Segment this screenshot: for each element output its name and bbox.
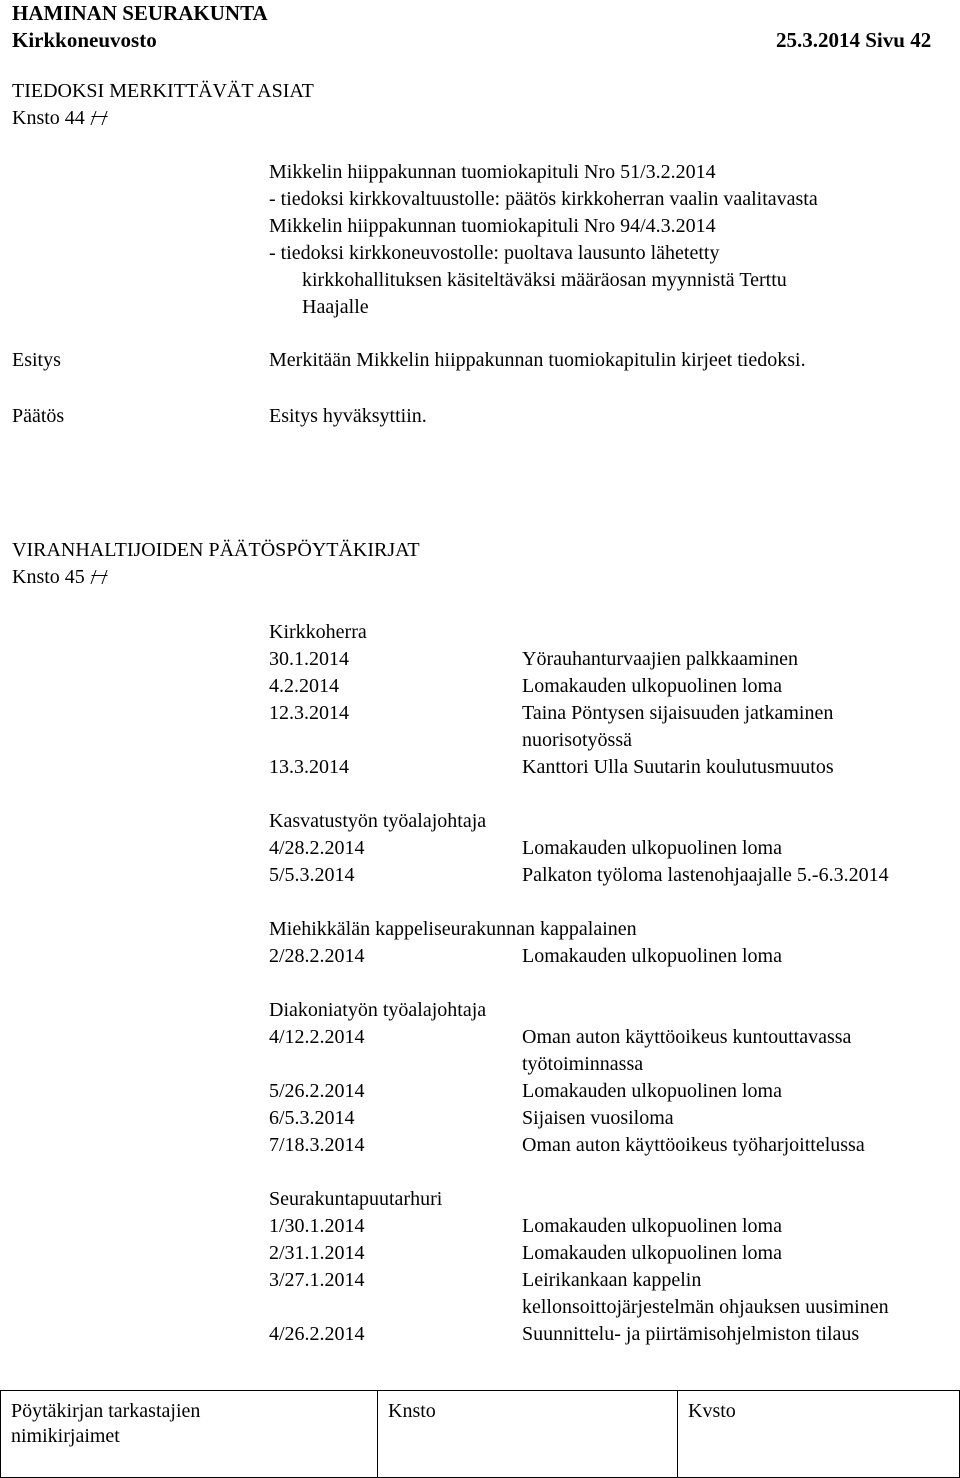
esitys-text: Merkitään Mikkelin hiippakunnan tuomiokapitulin kirjeet tiedoksi. (269, 349, 806, 371)
doc-line-2: - tiedoksi kirkkovaltuustolle: päätös kirkkoherran vaalin vaalitavasta (269, 188, 818, 210)
decision-title: Kanttori Ulla Suutarin koulutusmuutos (522, 756, 834, 778)
doc-line-4: - tiedoksi kirkkoneuvostolle: puoltava lausunto lähetetty (269, 242, 720, 264)
decision-date: 7/18.3.2014 (269, 1134, 365, 1156)
section-title-viranhaltijat: VIRANHALTIJOIDEN PÄÄTÖSPÖYTÄKIRJAT (12, 539, 420, 561)
decision-title: Lomakauden ulkopuolinen loma (522, 1242, 782, 1264)
group-heading: Diakoniatyön työalajohtaja (269, 999, 487, 1021)
decision-title: Sijaisen vuosiloma (522, 1107, 674, 1129)
paatos-text: Esitys hyväksyttiin. (269, 405, 427, 427)
decision-date: 12.3.2014 (269, 702, 349, 724)
decision-title-cont: työtoiminnassa (522, 1053, 644, 1075)
footer-label: Knsto (388, 1400, 436, 1422)
decision-title: Palkaton työloma lastenohjaajalle 5.-6.3.2014 (522, 864, 889, 886)
decision-date: 4.2.2014 (269, 675, 339, 697)
knsto-number-45: Knsto 45 (12, 564, 105, 591)
decision-date: 4/28.2.2014 (269, 837, 365, 859)
decision-date: 5/5.3.2014 (269, 864, 355, 886)
decision-title: Lomakauden ulkopuolinen loma (522, 945, 782, 967)
group-heading: Kirkkoherra (269, 621, 367, 643)
decision-date: 5/26.2.2014 (269, 1080, 365, 1102)
doc-line-6: Haajalle (302, 296, 369, 318)
decision-date: 13.3.2014 (269, 756, 349, 778)
decision-title-cont: kellonsoittojärjestelmän ohjauksen uusiminen (522, 1296, 889, 1318)
footer-cell-knsto (377, 1390, 678, 1478)
doc-line-1: Mikkelin hiippakunnan tuomiokapituli Nro 51/3.2.2014 (269, 161, 716, 183)
decision-date: 3/27.1.2014 (269, 1269, 365, 1291)
decision-title: Yörauhanturvaajien palkkaaminen (522, 648, 798, 670)
decision-date: 2/31.1.2014 (269, 1242, 365, 1264)
group-heading: Seurakuntapuutarhuri (269, 1188, 443, 1210)
decision-date: 2/28.2.2014 (269, 945, 365, 967)
doc-line-3: Mikkelin hiippakunnan tuomiokapituli Nro 94/4.3.2014 (269, 215, 716, 237)
footer-signature-box (0, 1390, 960, 1478)
date-page: 25.3.2014 Sivu 42 (776, 28, 932, 52)
section-mark-icon (90, 111, 107, 125)
meeting-body: Kirkkoneuvosto (12, 28, 157, 52)
decision-date: 4/26.2.2014 (269, 1323, 365, 1345)
section-mark-icon (90, 570, 107, 584)
group-heading: Miehikkälän kappeliseurakunnan kappalainen (269, 918, 637, 940)
footer-label: Pöytäkirjan tarkastajien (11, 1400, 201, 1422)
decision-title: Lomakauden ulkopuolinen loma (522, 1215, 782, 1237)
doc-line-5: kirkkohallituksen käsiteltäväksi määräosan myynnistä Terttu (302, 269, 787, 291)
footer-label: Kvsto (688, 1400, 736, 1422)
footer-label: nimikirjaimet (11, 1425, 120, 1447)
decision-date: 30.1.2014 (269, 648, 349, 670)
decision-title: Taina Pöntysen sijaisuuden jatkaminen (522, 702, 834, 724)
decision-title: Suunnittelu- ja piirtämisohjelmiston tilaus (522, 1323, 860, 1345)
decision-title: Lomakauden ulkopuolinen loma (522, 1080, 782, 1102)
footer-cell-kvsto (677, 1390, 960, 1478)
decision-date: 6/5.3.2014 (269, 1107, 355, 1129)
footer-cell-tarkastajat (0, 1390, 378, 1478)
knsto-number-44: Knsto 44 (12, 105, 105, 132)
decision-title: Leirikankaan kappelin (522, 1269, 702, 1291)
section-title-tiedoksi: TIEDOKSI MERKITTÄVÄT ASIAT (12, 80, 314, 102)
org-name: HAMINAN SEURAKUNTA (12, 1, 268, 25)
group-heading: Kasvatustyön työalajohtaja (269, 810, 487, 832)
decision-date: 1/30.1.2014 (269, 1215, 365, 1237)
decision-title: Oman auton käyttöoikeus kuntouttavassa (522, 1026, 852, 1048)
esitys-label: Esitys (12, 349, 61, 371)
decision-title: Oman auton käyttöoikeus työharjoittelussa (522, 1134, 865, 1156)
paatos-label: Päätös (12, 405, 65, 427)
decision-title: Lomakauden ulkopuolinen loma (522, 837, 782, 859)
decision-title-cont: nuorisotyössä (522, 729, 632, 751)
decision-title: Lomakauden ulkopuolinen loma (522, 675, 782, 697)
decision-date: 4/12.2.2014 (269, 1026, 365, 1048)
